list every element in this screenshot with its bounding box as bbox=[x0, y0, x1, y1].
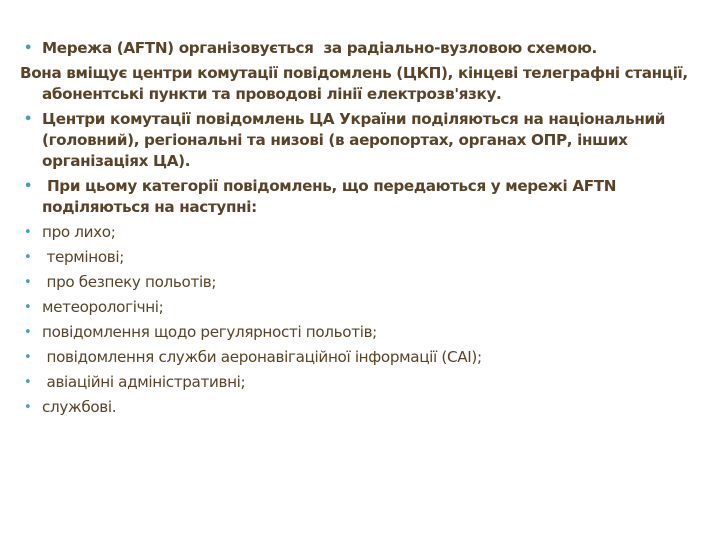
bullet-icon: • bbox=[24, 179, 32, 194]
bullet-icon: • bbox=[24, 400, 32, 415]
list-item-aeronautical-information bbox=[20, 347, 702, 368]
bullet-icon: • bbox=[24, 225, 32, 240]
bullet-icon: • bbox=[24, 300, 32, 315]
list-item-text: авіаційні адміністративні; bbox=[42, 373, 246, 391]
paragraph-text: При цьому категорії повідомлень, що передаються у мережі AFTN поділяються на наступні: bbox=[42, 177, 622, 216]
list-item-meteorological bbox=[20, 297, 702, 318]
list-item-text: про безпеку польотів; bbox=[42, 273, 217, 291]
paragraph-network-contents bbox=[20, 63, 702, 105]
list-item-text: метеорологічні; bbox=[42, 298, 164, 316]
bullet-icon: • bbox=[24, 275, 32, 290]
paragraph-switching-centers bbox=[20, 109, 702, 172]
bullet-icon: • bbox=[24, 112, 32, 127]
paragraph-message-categories bbox=[20, 176, 702, 218]
list-item-service bbox=[20, 397, 702, 418]
list-item-urgent bbox=[20, 247, 702, 268]
paragraph-text: Мережа (AFTN) організовується за радіально-вузловою схемою. bbox=[42, 39, 597, 57]
bullet-icon: • bbox=[24, 325, 32, 340]
paragraph-network-organization bbox=[20, 38, 702, 59]
list-item-text: термінові; bbox=[42, 248, 125, 266]
list-item-flight-regularity bbox=[20, 322, 702, 343]
bullet-icon: • bbox=[24, 375, 32, 390]
list-item-aviation-administrative bbox=[20, 372, 702, 393]
list-item-text: про лихо; bbox=[42, 223, 116, 241]
bullet-icon: • bbox=[24, 350, 32, 365]
paragraph-text: Центри комутації повідомлень ЦА України поділяються на національний (головний), регіональні та низові (в аеропортах, органах ОПР, інших організаціях ЦА). bbox=[42, 110, 671, 170]
list-item-text: службові. bbox=[42, 398, 117, 416]
list-item-distress bbox=[20, 222, 702, 243]
bullet-icon: • bbox=[24, 250, 32, 265]
paragraph-text-continuation: абонентські пункти та проводові лінії електрозв'язку. bbox=[42, 85, 502, 103]
list-item-text: повідомлення служби аеронавігаційної інформації (САІ); bbox=[42, 348, 482, 366]
bullet-icon: • bbox=[24, 41, 32, 56]
list-item-text: повідомлення щодо регулярності польотів; bbox=[42, 323, 377, 341]
paragraph-text-first-line: Вона вміщує центри комутації повідомлень (ЦКП), кінцеві телеграфні станції, bbox=[20, 64, 688, 82]
list-item-flight-safety bbox=[20, 272, 702, 293]
